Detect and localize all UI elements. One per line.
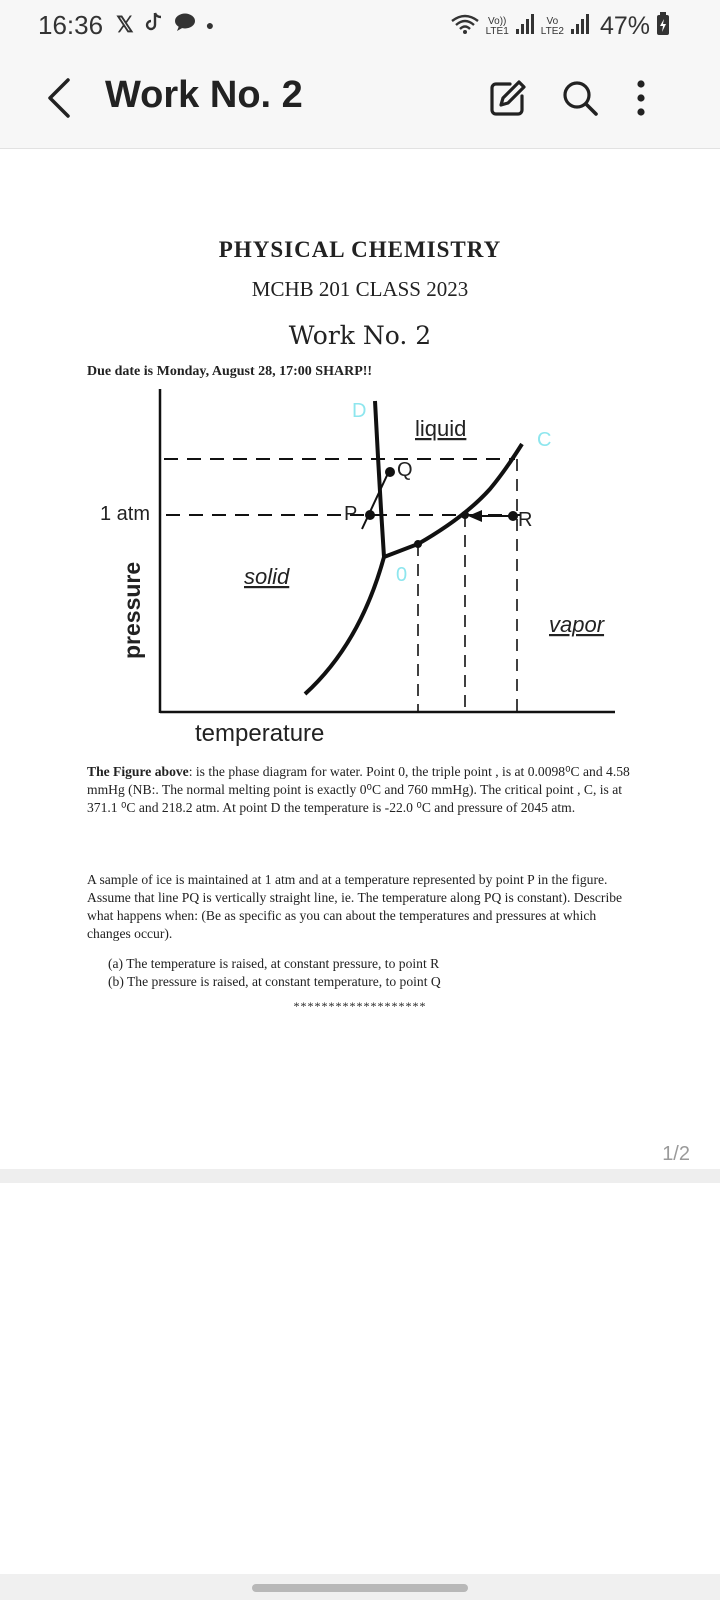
label-vapor: vapor [549, 612, 605, 637]
page-indicator: 1/2 [662, 1143, 690, 1165]
label-c: C [537, 429, 552, 451]
search-button[interactable] [558, 76, 602, 120]
more-vertical-icon [626, 76, 656, 120]
status-time: 16:36 [38, 10, 104, 40]
figure-description-text: : is the phase diagram for water. Point 0, the triple point , is at 0.0098⁰C and 4.58 mmHg (NB:. The normal melting point is exactly 0⁰C and 760 mmHg). The critical point , C, is at 371.1 ⁰C and 218.2 atm. At point D the temperature is -22.0 ⁰C and pressure of 2045 atm. [87, 764, 630, 815]
label-d: D [352, 400, 367, 422]
home-gesture-handle[interactable] [252, 1584, 468, 1592]
status-right [450, 12, 670, 41]
arrow-head [468, 510, 482, 522]
label-q: Q [397, 459, 413, 481]
doc-heading: PHYSICAL CHEMISTRY [218, 237, 502, 262]
label-pressure: pressure [119, 561, 145, 659]
label-p: P [344, 503, 358, 525]
point-q [385, 467, 395, 477]
option-a: (a) The temperature is raised, at constant pressure, to point R [108, 956, 440, 971]
notification-icons [116, 10, 214, 40]
point-triple-marker [414, 540, 422, 548]
stars-divider: ******************* [293, 999, 427, 1013]
edit-icon [486, 76, 530, 120]
more-options-button[interactable] [626, 76, 656, 120]
x-logo-icon: 𝕏 [116, 12, 134, 37]
document-page[interactable] [0, 149, 720, 1169]
label-solid: solid [244, 564, 290, 589]
battery-percent: 47% [599, 12, 650, 40]
wifi-icon [450, 13, 480, 40]
app-bar [0, 52, 720, 149]
label-temperature: temperature [195, 720, 325, 747]
tiktok-icon [144, 11, 164, 39]
point-boiling [461, 511, 469, 519]
label-liquid: liquid [415, 416, 467, 441]
battery-icon [656, 12, 670, 41]
label-r: R [518, 509, 533, 531]
doc-course: MCHB 201 CLASS 2023 [251, 277, 469, 301]
page-title: Work No. 2 [105, 74, 303, 116]
solid-liquid-line [375, 401, 384, 557]
status-bar [0, 0, 720, 52]
volte2-label: Vo LTE2 [540, 15, 564, 37]
question-options [108, 955, 441, 991]
edit-button[interactable] [486, 76, 530, 120]
point-p [365, 510, 375, 520]
signal2-icon [570, 13, 590, 40]
option-b: (b) The pressure is raised, at constant temperature, to point Q [108, 974, 441, 989]
pq-line [362, 469, 390, 529]
search-icon [558, 76, 602, 120]
signal1-icon [515, 13, 535, 40]
sublimation-curve [305, 557, 384, 694]
doc-work-title: Work No. 2 [288, 321, 432, 350]
phase-diagram [0, 389, 720, 759]
chat-icon [174, 12, 196, 38]
figure-description [87, 763, 632, 817]
back-button[interactable] [42, 74, 78, 122]
volte1-label: Vo)) LTE1 [485, 15, 509, 37]
label-o: 0 [396, 564, 408, 586]
figure-description-lead: The Figure above [87, 764, 189, 779]
due-date: Due date is Monday, August 28, 17:00 SHARP!! [87, 364, 373, 379]
chevron-left-icon [42, 74, 78, 122]
question-text: A sample of ice is maintained at 1 atm and at a temperature represented by point P in the figure. Assume that line PQ is vertically straight line, ie. The temperature along PQ is constant). Describe what happens when: (Be as specific as you can about the temperatures and pressures at which changes occur). [87, 872, 623, 941]
label-1atm: 1 atm [100, 503, 151, 525]
page-separator [0, 1169, 720, 1183]
dot-icon: ● [205, 17, 215, 33]
